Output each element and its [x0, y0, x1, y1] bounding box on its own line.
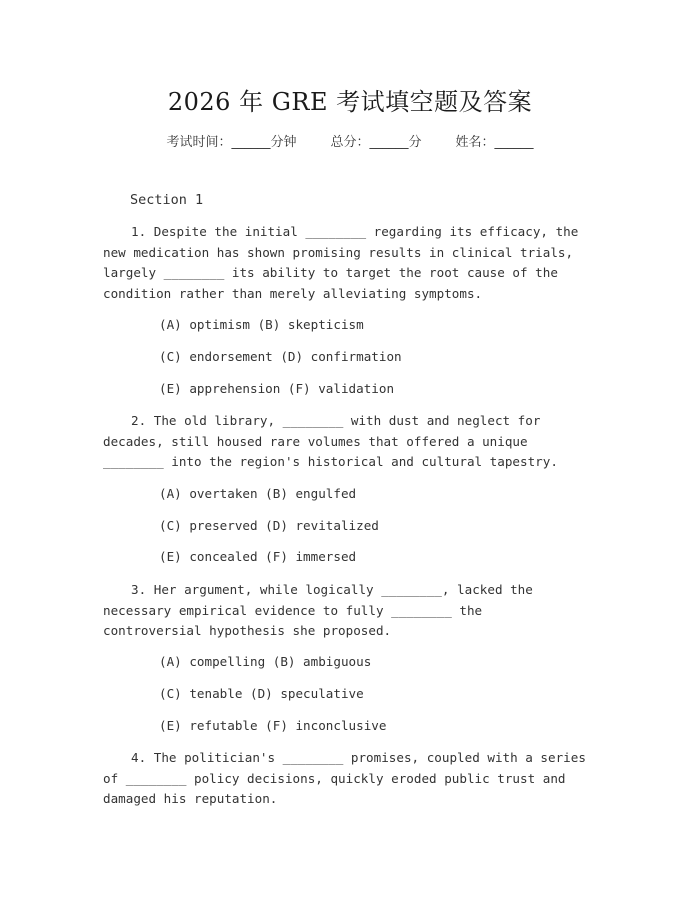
- question-2-options-row-1: (A) overtaken (B) engulfed: [159, 486, 357, 501]
- question-1-options-row-2: (C) endorsement (D) confirmation: [159, 349, 402, 364]
- question-2-options-row-3: (E) concealed (F) immersed: [159, 549, 357, 564]
- page-title: 2026 年 GRE 考试填空题及答案: [167, 88, 533, 116]
- section-heading: Section 1: [130, 192, 204, 208]
- question-1: 1. Despite the initial ________ regarding its efficacy, the new medication has shown promising results in clinical trials, largely ________ its ability to target the root cause of the condition rather than merely alleviating symptoms.: [103, 224, 579, 301]
- exam-time-label: 考试时间：______分钟: [166, 135, 297, 150]
- question-3-options-row-3: (E) refutable (F) inconclusive: [159, 718, 387, 733]
- question-2: 2. The old library, ________ with dust and neglect for decades, still housed rare volumes that offered a unique ________ into the region's historical and cultural tapestry.: [103, 413, 558, 470]
- question-3: 3. Her argument, while logically ________, lacked the necessary empirical evidence to fully ________ the controversial hypothesis she proposed.: [103, 582, 533, 639]
- question-2-options-row-2: (C) preserved (D) revitalized: [159, 518, 379, 533]
- question-3-options-row-1: (A) compelling (B) ambiguous: [159, 654, 372, 669]
- name-label: 姓名：______: [455, 135, 534, 150]
- question-1-options-row-3: (E) apprehension (F) validation: [159, 381, 395, 396]
- exam-meta: [0, 131, 700, 150]
- total-score-label: 总分：______分: [330, 135, 422, 150]
- question-4: 4. The politician's ________ promises, coupled with a series of ________ policy decisions, quickly eroded public trust and damaged his reputation.: [103, 750, 586, 807]
- question-1-options-row-1: (A) optimism (B) skepticism: [159, 317, 364, 332]
- question-3-options-row-2: (C) tenable (D) speculative: [159, 686, 364, 701]
